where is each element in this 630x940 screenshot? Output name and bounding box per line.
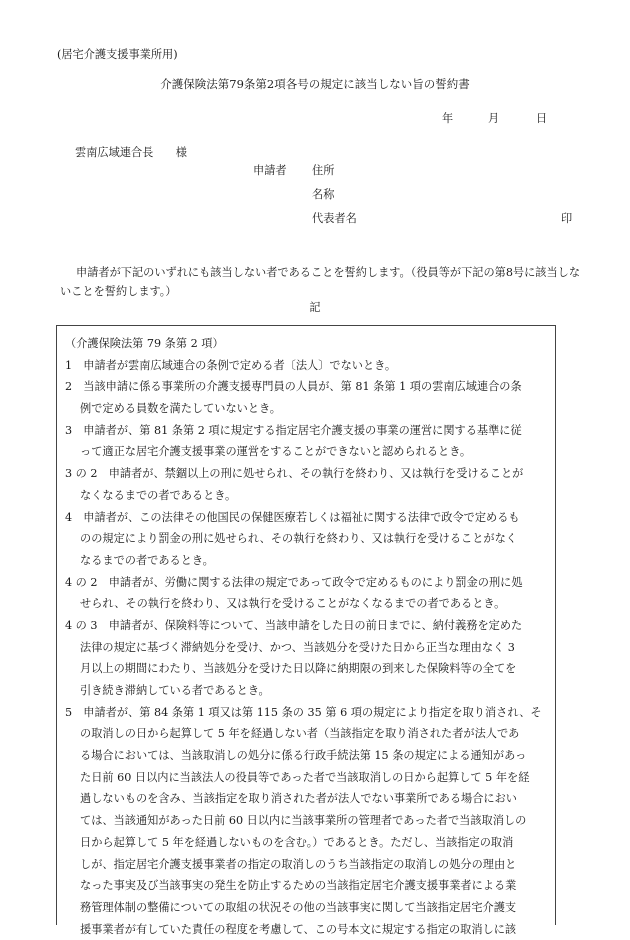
condition-line: しが、指定居宅介護支援事業者の指定の取消しのうち当該指定の取消しの処分の理由と — [80, 857, 517, 871]
date-day: 日 — [536, 112, 548, 125]
condition-line: 法律の規定に基づく滞納処分を受け、かつ、当該処分を受けた日から正当な理由なく 3 — [80, 640, 515, 654]
condition-line: せられ、その執行を終わり、又は執行を受けることがなくなるまでの者であるとき。 — [80, 597, 506, 611]
condition-line: 月以上の期間にわたり、当該処分を受けた日以降に納期限の到来した保険料等の全てを — [80, 662, 517, 676]
condition-line: 4 の 2 申請者が、労働に関する法律の規定であって政令で定めるものにより罰金の刑に処 — [65, 575, 523, 589]
ki-heading: 記 — [309, 301, 321, 314]
condition-line: ては、当該通知があった日前 60 日以内に当該事業所の管理者であった者で当該取消しの — [80, 814, 527, 828]
company-name-label: 名称 — [312, 188, 335, 201]
condition-line: た日前 60 日以内に当該法人の役員等であった者で当該取消しの日から起算して 5 年を経 — [80, 770, 530, 784]
condition-line: 4 の 3 申請者が、保険料等について、当該申請をした日の前日までに、納付義務を定めた — [65, 618, 523, 632]
applicant-label: 申請者 — [253, 164, 287, 177]
condition-line: 日から起算して 5 年を経過しないものを含む。）であるとき。ただし、当該指定の取消 — [80, 835, 514, 849]
condition-line: 援事業者が有していた責任の程度を考慮して、この号本文に規定する指定の取消しに該 — [80, 922, 517, 936]
condition-line: 1 申請者が雲南広域連合の条例で定める者〔法人〕でないとき。 — [65, 358, 397, 372]
condition-line: の取消しの日から起算して 5 年を経過しない者（当該指定を取り消された者が法人であ — [80, 727, 520, 741]
pledge-statement: 申請者が下記のいずれにも該当しない者であることを誓約します。（役員等が下記の第8号に該当しないことを誓約します。） — [60, 266, 581, 298]
condition-line: 引き続き滞納している者であるとき。 — [80, 684, 270, 697]
condition-line: って適正な居宅介護支援事業の運営をすることができないと認められるとき。 — [80, 445, 472, 459]
condition-line: る場合においては、当該取消しの処分に係る行政手続法第 15 条の規定による通知があっ — [80, 749, 527, 763]
representative-label: 代表者名 — [312, 212, 357, 225]
condition-line: 3 の 2 申請者が、禁錮以上の刑に処せられ、その執行を終わり、又は執行を受けることが — [65, 467, 524, 481]
condition-line: のの規定により罰金の刑に処せられ、その執行を終わり、又は執行を受けることがなく — [80, 532, 517, 546]
condition-line: 例で定める員数を満たしていないとき。 — [80, 402, 281, 416]
conditions-heading: （介護保険法第 79 条第 2 項） — [65, 337, 224, 350]
date-year: 年 — [442, 112, 454, 125]
condition-line: 務管理体制の整備についての取組の状況その他の当該事実に関して当該指定居宅介護支 — [80, 900, 517, 914]
seal-mark: 印 — [561, 212, 573, 225]
document-title: 介護保険法第79条第2項各号の規定に該当しない旨の誓約書 — [160, 77, 470, 91]
addressee: 雲南広域連合長 様 — [75, 146, 187, 159]
condition-line: 4 申請者が、この法律その他国民の保健医療若しくは福祉に関する法律で政令で定めるも — [65, 510, 520, 524]
conditions-box — [56, 325, 556, 936]
address-label: 住所 — [312, 164, 335, 177]
condition-line: なるまでの者であるとき。 — [80, 553, 214, 567]
condition-line: 5 申請者が、第 84 条第 1 項又は第 115 条の 35 第 6 項の規定により指定を取り消され、そ — [65, 705, 542, 719]
condition-line: 2 当該申請に係る事業所の介護支援専門員の人員が、第 81 条第 1 項の雲南広域連合の条 — [65, 380, 522, 394]
date-month: 月 — [488, 112, 500, 125]
condition-line: なくなるまでの者であるとき。 — [80, 488, 237, 502]
condition-line: なった事実及び当該事実の発生を防止するための当該指定居宅介護支援事業者による業 — [80, 879, 517, 893]
condition-line: 3 申請者が、第 81 条第 2 項に規定する指定居宅介護支援の事業の運営に関する基準に従 — [65, 423, 522, 437]
condition-line: 過しないものを含み、当該指定を取り消された者が法人でない事業所である場合におい — [80, 792, 517, 806]
document-category-note: (居宅介護支援事業所用) — [57, 48, 178, 61]
conditions-list — [65, 333, 553, 940]
